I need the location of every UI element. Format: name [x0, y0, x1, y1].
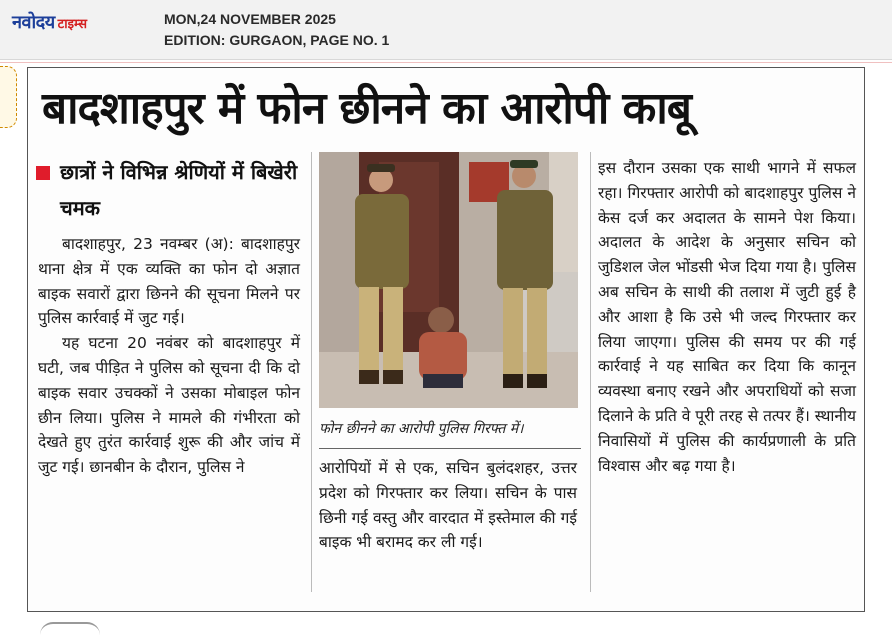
photo-caption: फोन छीनने का आरोपी पुलिस गिरफ्त में। [319, 421, 524, 437]
logo-main-text: नवोदय [12, 12, 55, 33]
edition-line: EDITION: GURGAON, PAGE NO. 1 [164, 32, 390, 48]
article-paragraph: आरोपियों में से एक, सचिन बुलंदशहर, उत्तर प्रदेश को गिरफ्तार कर लिया। सचिन के पास छिनी गई वस्तु और वारदात में इस्तेमाल की गई बाइक भी बरामद कर ली गई। [319, 459, 577, 552]
column-divider [590, 152, 591, 592]
police-arrest-photo-illustration [319, 152, 578, 408]
article-column-1 [38, 232, 300, 480]
caption-divider [319, 448, 581, 449]
header-divider [0, 62, 892, 63]
article-headline: बादशाहपुर में फोन छीनने का आरोपी काबू [42, 83, 691, 134]
newspaper-logo[interactable] [12, 10, 87, 36]
next-article-edge [40, 622, 100, 635]
news-clipping [27, 67, 865, 612]
column-divider [311, 152, 312, 592]
article-paragraph: यह घटना 20 नवंबर को बादशाहपुर में घटी, जब पीड़ित ने पुलिस को सूचना दी कि दो बाइक सवार उचक्कों ने उसका मोबाइल फोन छीन लिया। पुलिस ने मामले की गंभीरता को देखते हुए तुरंत कार्रवाई शुरू की और जांच में जुट गई। छानबीन के दौरान, पुलिस ने [38, 334, 300, 477]
logo-sub-text: टाइम्स [57, 17, 87, 32]
article-paragraph: इस दौरान उसका एक साथी भागने में सफल रहा। गिरफ्तार आरोपी को बादशाहपुर पुलिस ने केस दर्ज कर अदालत के सामने पेश किया। अदालत के आदेश के अनुसार सचिन को जुडिशल जेल भोंडसी भेज दिया गया है। पुलिस अब सचिन के साथी की तलाश में जुटी हुई है और आशा है कि उसे भी जल्द गिरफ्तार कर लिया जाएगा। पुलिस की समय पर की गई कार्रवाई ने यह साबित कर दिया कि कानून व्यवस्था बनाए रखने और अपराधियों को सजा दिलाने के प्रति वे पूरी तरह से तत्पर हैं। स्थानीय निवासियों में पुलिस की कार्यप्रणाली के प्रति विश्वास और बढ़ गया है। [598, 159, 856, 475]
article-column-3 [598, 156, 856, 478]
red-square-icon [36, 166, 50, 180]
epaper-header [0, 0, 892, 60]
article-paragraph: बादशाहपुर, 23 नवम्बर (अ): बादशाहपुर थाना क्षेत्र में एक व्यक्ति का फोन दो अज्ञात बाइक सवारों द्वारा छिनने की सूचना मिलने पर पुलिस कार्रवाई में जुट गई। [38, 235, 300, 328]
article-photo[interactable] [319, 152, 578, 408]
article-column-2 [319, 456, 577, 555]
subheading-text: छात्रों ने विभिन्न श्रेणियों में बिखेरी चमक [60, 160, 298, 220]
publication-date: MON,24 NOVEMBER 2025 [164, 11, 336, 27]
side-panel-handle[interactable] [0, 66, 17, 128]
edition-info [164, 9, 389, 51]
